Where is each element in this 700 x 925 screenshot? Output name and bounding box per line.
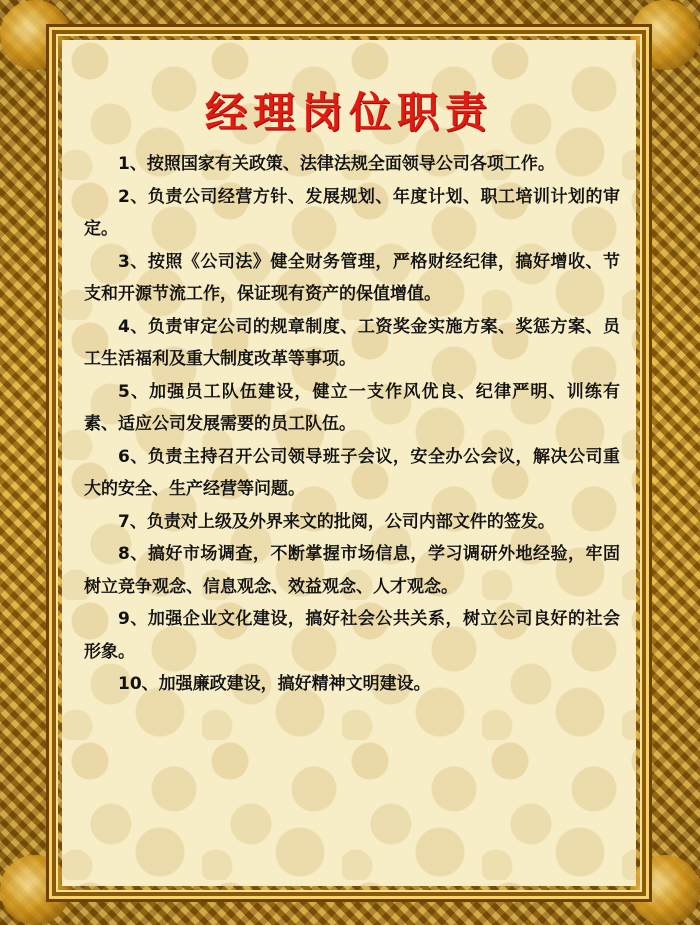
document-panel	[62, 40, 636, 886]
duty-item: 7、负责对上级及外界来文的批阅，公司内部文件的签发。	[118, 511, 555, 532]
duty-item: 3、按照《公司法》健全财务管理，严格财经纪律，搞好增收、节支和开源节流工作，保证现有资产的保值增值。	[84, 251, 620, 304]
duty-item: 4、负责审定公司的规章制度、工资奖金实施方案、奖惩方案、员工生活福利及重大制度改革等事项。	[84, 316, 620, 369]
page-title: 经理岗位职责	[204, 88, 493, 137]
duty-item: 9、加强企业文化建设，搞好社会公共关系，树立公司良好的社会形象。	[84, 609, 620, 662]
duty-item: 2、负责公司经营方针、发展规划、年度计划、职工培训计划的审定。	[84, 186, 620, 239]
duty-item: 1、按照国家有关政策、法律法规全面领导公司各项工作。	[118, 154, 555, 174]
duty-item: 5、加强员工队伍建设，健立一支作风优良、纪律严明、训练有素、适应公司发展需要的员工队伍。	[84, 381, 620, 434]
duty-item: 8、搞好市场调查，不断掌握市场信息，学习调研外地经验，牢固树立竞争观念、信息观念、效益观念、人才观念。	[84, 544, 620, 597]
duty-list	[84, 148, 620, 701]
duty-item: 10、加强廉政建设，搞好精神文明建设。	[118, 674, 431, 694]
duty-item: 6、负责主持召开公司领导班子会议，安全办公会议，解决公司重大的安全、生产经营等问题。	[84, 446, 620, 499]
